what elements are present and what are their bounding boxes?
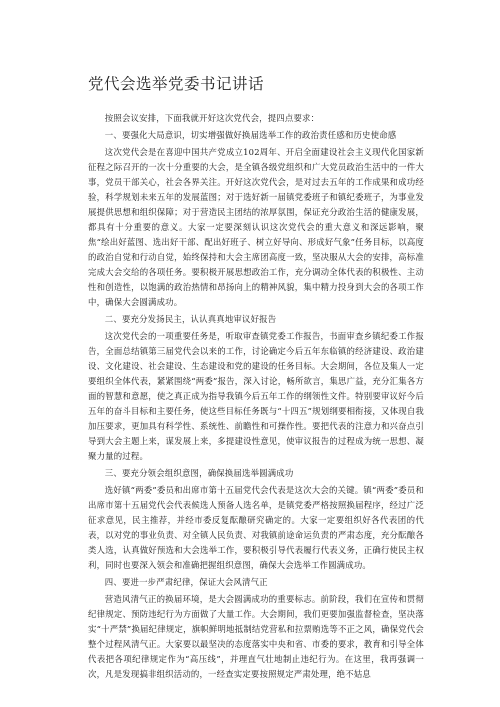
section-4-paragraph: 营造风清气正的换届环境，是大会圆满成功的重要标志。前阶段，我们在宣传和贯彻纪律规定、预防违纪行为方面做了大量工作。大会期间，我们更要加强监督检查，坚决落实“十严禁”换届纪律规定，旗帜鲜明地抵制结党营私和拉票贿选等不正之风，确保党代会整个过程风清气正。大家要以最坚决的态度落实中央和省、市委的要求，教育和引导全体代表把各项纪律规定作为“高压线”，并理直气壮地制止违纪行为。在这里，我再强调一次，凡是发现搞非组织活动的，一经查实定要按照规定严肃处理，绝不姑息	[88, 594, 424, 679]
section-3-heading: 三、要充分领会组织意图，确保换届选举圆满成功	[104, 468, 294, 478]
section-4-heading: 四、要进一步严肃纪律，保证大会风清气正	[104, 577, 268, 587]
section-2-heading: 二、要充分发扬民主，认认真真地审议好报告	[104, 314, 277, 324]
section-1-heading: 一、要强化大局意识，切实增强做好换届选举工作的政治责任感和历史使命感	[104, 130, 397, 140]
document-title: 党代会选举党委书记讲话	[88, 75, 265, 93]
intro-paragraph: 按照会议安排，下面我就开好这次党代会，提四点要求：	[104, 113, 320, 123]
section-3-paragraph: 选好镇“两委”委员和出席市第十五届党代会代表是这次大会的关键。镇“两委”委员和出席市第十五届党代会代表候选人预备人选名单，是镇党委严格按照换届程序，经过广泛征求意见，民主推荐，并经市委反复酝酿研究确定的。大家一定要组织好各代表团的代表，以对党的事业负责、对全镇人民负责、对我镇前途命运负责的严肃态度，充分酝酿各类人选，认真做好预选和大会选举工作，要积极引导代表履行代表义务，正确行使民主权利，同时也要深入领会和准确把握组织意图，确保大会选举工作圆满成功。	[88, 485, 424, 570]
section-1-paragraph: 这次党代会是在喜迎中国共产党成立102周年、开启全面建设社会主义现代化国家新征程之际召开的一次十分重要的大会，是全镇各级党组织和广大党员政治生活中的一件大事，党员干部关心，社会各界关注。开好这次党代会，是对过去五年的工作成果和成功经验，科学规划未来五年的发展蓝图；对于选好新一届镇党委班子和镇纪委班子，为事业发展提供思想和组织保障；对于营造民主团结的浓厚氛围，保证充分政治生活的健康发展，都具有十分重要的意义。大家一定要深刻认识这次党代会的重大意义和深远影响，聚焦“绘出好蓝图、选出好干部、配出好班子、树立好导向、形成好气象”任务目标，以高度的政治自觉和行动自觉，始终保持和大会主席团高度一致，坚决服从大会的安排，高标准完成大会交给的各项任务。要积极开展思想政治工作，充分调动全体代表的积极性、主动性和创造性，以饱满的政治热情和昂扬向上的精神风貌，集中精力投身到大会的各项工作中，确保大会圆满成功。	[88, 147, 424, 307]
section-2-paragraph: 这次党代会的一项重要任务是，听取审查镇党委工作报告，书面审查乡镇纪委工作报告，全面总结镇第三届党代会以来的工作，讨论确定今后五年东临镇的经济建设、政治建设、文化建设、社会建设、生态建设和党的建设的任务目标。大会期间，各位及集人一定要组织全体代表，紧紧围绕“两委”报告，深入讨论，畅所欲言，集思广益，充分汇集各方面的智慧和意愿，使之真正成为指导我镇今后五年工作的纲领性文件。特别要审议好今后五年的奋斗目标和主要任务，使这些目标任务既与“十四五”规划纲要相衔接，又体现自我加压要求，更加具有科学性、系统性、前瞻性和可操作性。要把代表的注意力和兴奋点引导到大会主题上来，谋发展上来，多提建设性意见，使审议报告的过程成为统一思想、凝聚力量的过程。	[88, 331, 424, 461]
